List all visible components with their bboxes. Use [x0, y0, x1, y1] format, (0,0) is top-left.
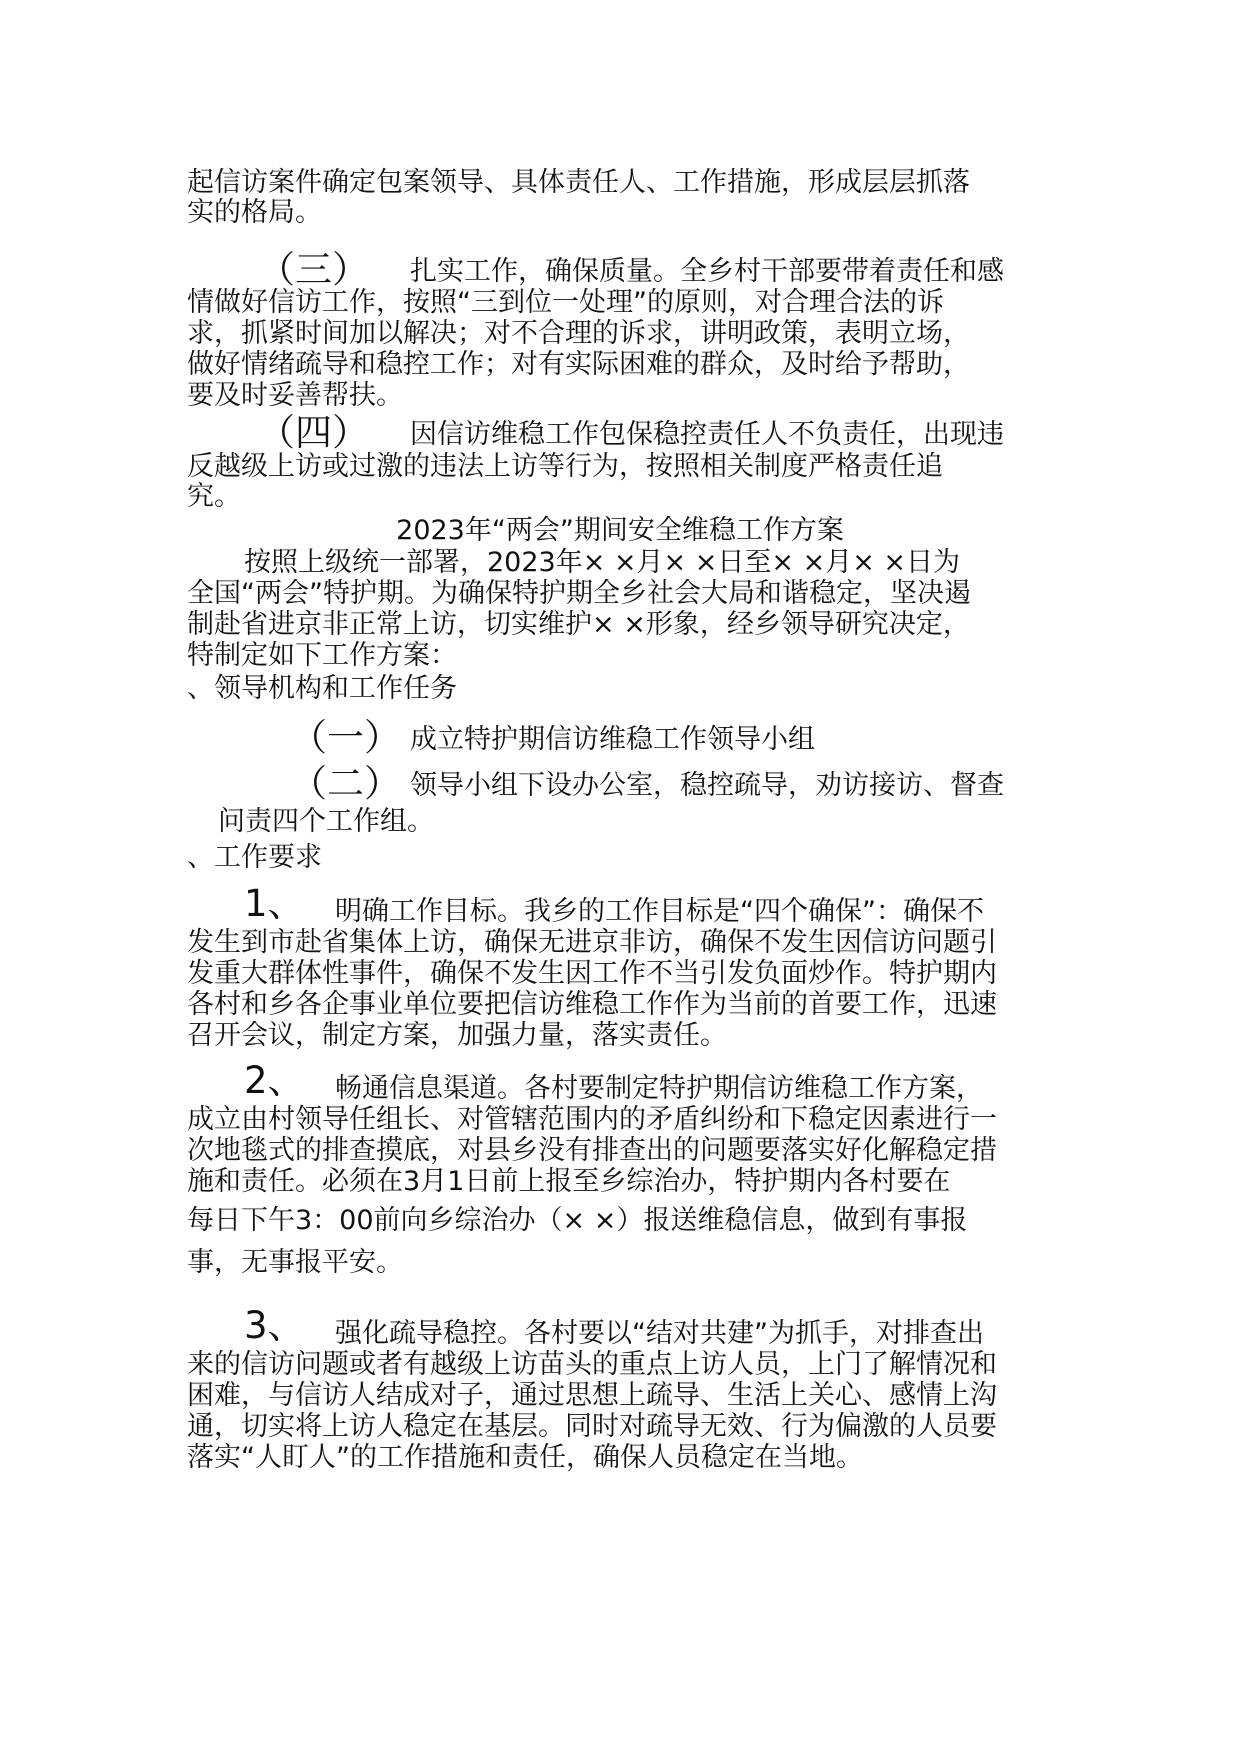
- text-line: 各村和乡各企事业单位要把信访维稳工作作为当前的首要工作，迅速: [187, 989, 997, 1020]
- section-heading: 、工作要求: [187, 842, 322, 873]
- text-line: 发重大群体性事件，确保不发生因工作不当引发负面炒作。特护期内: [187, 958, 997, 989]
- text-line: 问责四个工作组。: [218, 806, 434, 837]
- text-line: 制赴省进京非正常上访，切实维护× ×形象，经乡领导研究决定，: [187, 609, 970, 640]
- text-line: 起信访案件确定包案领导、具体责任人、工作措施，形成层层抓落: [187, 167, 970, 198]
- text-line: 因信访维稳工作包保稳控责任人不负责任，出现违: [410, 419, 1004, 450]
- text-line: 次地毯式的排查摸底，对县乡没有排查出的问题要落实好化解稳定措: [187, 1135, 997, 1166]
- text-line: 成立由村领导任组长、对管辖范围内的矛盾纠纷和下稳定因素进行一: [187, 1104, 997, 1135]
- text-line: 强化疏导稳控。各村要以“结对共建”为抓手，对排查出: [335, 1318, 984, 1349]
- document-title: 2023年“两会”期间安全维稳工作方案: [396, 515, 844, 546]
- text-line: 事，无事报平安。: [187, 1247, 403, 1278]
- text-line: 求，抓紧时间加以解决；对不合理的诉求，讲明政策，表明立场，: [187, 318, 970, 349]
- text-line: 发生到市赴省集体上访，确保无进京非访，确保不发生因信访问题引: [187, 927, 997, 958]
- text-line: 施和责任。必须在3月1日前上报至乡综治办，特护期内各村要在: [187, 1166, 951, 1197]
- section-marker: （二）: [290, 762, 401, 805]
- text-line: 要及时妥善帮扶。: [187, 380, 403, 411]
- text-line: 按照上级统一部署，2023年× ×月× ×日至× ×月× ×日为: [244, 547, 961, 578]
- item-number: 3、: [244, 1304, 305, 1347]
- text-line: 特制定如下工作方案：: [187, 640, 457, 671]
- section-marker: （一）: [290, 716, 401, 759]
- text-line: 实的格局。: [187, 197, 322, 228]
- text-line: 通，切实将上访人稳定在基层。同时对疏导无效、行为偏激的人员要: [187, 1411, 997, 1442]
- text-line: 全国“两会”特护期。为确保特护期全乡社会大局和谐稳定，坚决遏: [187, 578, 971, 609]
- text-line: 来的信访问题或者有越级上访苗头的重点上访人员，上门了解情况和: [187, 1349, 997, 1380]
- section-heading: 、领导机构和工作任务: [187, 673, 457, 704]
- text-line: 做好情绪疏导和稳控工作；对有实际困难的群众，及时给予帮助，: [187, 349, 970, 380]
- item-number: 1、: [244, 882, 305, 925]
- section-marker: （三）: [258, 248, 369, 291]
- text-line: 困难，与信访人结成对子，通过思想上疏导、生活上关心、感情上沟: [187, 1380, 997, 1411]
- text-line: 落实“人盯人”的工作措施和责任，确保人员稳定在当地。: [187, 1442, 863, 1473]
- item-number: 2、: [244, 1059, 305, 1102]
- text-line: 反越级上访或过激的违法上访等行为，按照相关制度严格责任追: [187, 451, 943, 482]
- text-line: 召开会议，制定方案，加强力量，落实责任。: [187, 1020, 727, 1051]
- text-line: 明确工作目标。我乡的工作目标是“四个确保”：确保不: [335, 896, 984, 927]
- text-line: 情做好信访工作，按照“三到位一处理”的原则，对合理合法的诉: [187, 287, 944, 318]
- text-line: 成立特护期信访维稳工作领导小组: [410, 724, 815, 755]
- text-line: 畅通信息渠道。各村要制定特护期信访维稳工作方案，: [335, 1073, 983, 1104]
- text-line: 究。: [187, 481, 241, 512]
- text-line: 每日下午3：00前向乡综治办（× ×）报送维稳信息，做到有事报: [187, 1205, 968, 1236]
- text-line: 扎实工作，确保质量。全乡村干部要带着责任和感: [410, 256, 1004, 287]
- text-line: 领导小组下设办公室，稳控疏导，劝访接访、督查: [410, 770, 1004, 801]
- section-marker: （四）: [258, 411, 369, 454]
